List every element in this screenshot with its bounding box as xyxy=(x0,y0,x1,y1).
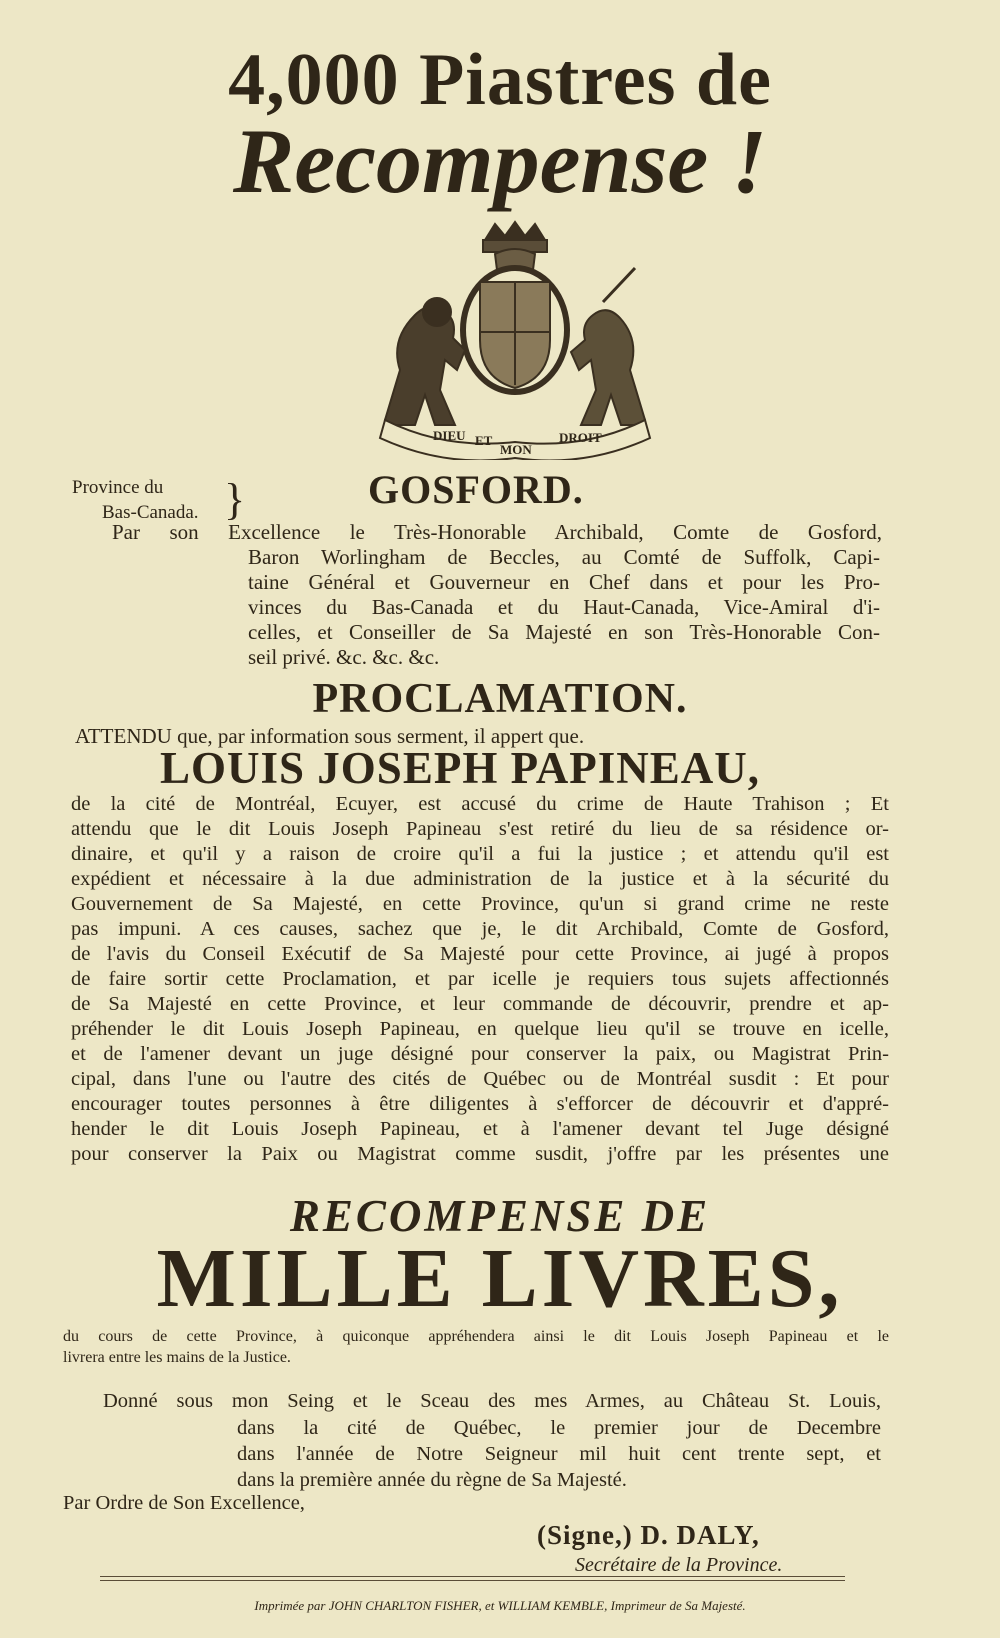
reward-amount: MILLE LIVRES, xyxy=(156,1232,844,1325)
signature: (Signe,) D. DALY, xyxy=(537,1520,760,1550)
body-line: Gouvernement de Sa Majesté, en cette Province, qu'un si grand crime ne reste xyxy=(71,893,889,915)
given-line: dans la première année du règne de Sa Majesté. xyxy=(237,1469,627,1491)
preamble-line: celles, et Conseiller de Sa Majesté en son Très-Honorable Con- xyxy=(248,620,880,644)
province-line: Bas-Canada. xyxy=(102,502,199,523)
motto-word: DROIT xyxy=(559,430,602,445)
body-line: expédient et nécessaire à la due administration de la justice et à la sécurité du xyxy=(71,868,889,890)
royal-coat-of-arms-icon xyxy=(345,220,685,460)
signatory-title: Secrétaire de la Province. xyxy=(575,1554,783,1576)
brace-icon: } xyxy=(224,475,246,524)
attendu-line: ATTENDU que, par information sous serment, il appert que. xyxy=(75,724,585,748)
preamble-line: vinces du Bas-Canada et du Haut-Canada, Vice-Amiral d'i- xyxy=(248,595,880,619)
body-line: de l'avis du Conseil Exécutif de Sa Majesté pour cette Province, ai jugé à propos xyxy=(71,943,889,965)
body-line: de la cité de Montréal, Ecuyer, est accusé du crime de Haute Trahison ; Et xyxy=(71,793,889,815)
province-line: Province du xyxy=(72,477,164,498)
motto-word: ET xyxy=(475,433,493,448)
reward-terms-line: du cours de cette Province, à quiconque appréhendera ainsi le dit Louis Joseph Papineau et le xyxy=(63,1328,889,1345)
preamble-line: seil privé. &c. &c. &c. xyxy=(248,645,440,669)
body-line: hender le dit Louis Joseph Papineau, et à l'amener devant tel Juge désigné xyxy=(71,1118,889,1140)
body-line: pour conserver la Paix ou Magistrat comme susdit, j'offre par les présentes une xyxy=(71,1143,889,1165)
given-line: Donné sous mon Seing et le Sceau des mes Armes, au Château St. Louis, xyxy=(103,1390,881,1412)
reward-heading: RECOMPENSE DE xyxy=(289,1191,711,1241)
by-order-line: Par Ordre de Son Excellence, xyxy=(63,1492,305,1514)
body-line: attendu que le dit Louis Joseph Papineau s'est retiré du lieu de sa résidence or- xyxy=(71,818,889,840)
headline-recompense: Recompense ! xyxy=(232,110,768,212)
preamble-line: Baron Worlingham de Beccles, au Comté de Suffolk, Capi- xyxy=(248,545,880,569)
body-line: de Sa Majesté en cette Province, et leur commande de découvrir, prendre et ap- xyxy=(71,993,889,1015)
province-note xyxy=(72,475,246,525)
proclamation-heading: PROCLAMATION. xyxy=(312,676,688,722)
body-line: et de l'amener devant un juge désigné pour conserver la paix, ou Magistrat Prin- xyxy=(71,1043,889,1065)
governor-name: GOSFORD. xyxy=(368,467,584,512)
body-line: encourager toutes personnes à être diligentes à s'efforcer de découvrir et d'appré- xyxy=(71,1093,889,1115)
body-line: préhender le dit Louis Joseph Papineau, en quelque lieu qu'il se trouve en icelle, xyxy=(71,1018,889,1040)
headline-amount: 4,000 Piastres de xyxy=(228,39,772,121)
reward-terms-line: livrera entre les mains de la Justice. xyxy=(63,1349,291,1366)
body-line: pas impuni. A ces causes, sachez que je, le dit Archibald, Comte de Gosford, xyxy=(71,918,889,940)
printer-imprint: Imprimée par JOHN CHARLTON FISHER, et WILLIAM KEMBLE, Imprimeur de Sa Majesté. xyxy=(254,1598,746,1613)
motto-word: MON xyxy=(500,442,532,457)
given-line: dans la cité de Québec, le premier jour de Decembre xyxy=(237,1417,881,1439)
body-line: dinaire, et qu'il y a raison de croire qu'il a fui la justice ; et attendu qu'il est xyxy=(71,843,889,865)
divider xyxy=(100,1580,845,1581)
body-line: de faire sortir cette Proclamation, et par icelle je requiers tous sujets affectionnés xyxy=(71,968,889,990)
body-line: cipal, dans l'une ou l'autre des cités de Québec ou de Montréal susdit : Et pour xyxy=(71,1068,889,1090)
preamble-line: taine Général et Gouverneur en Chef dans et pour les Pro- xyxy=(248,570,880,594)
motto-word: DIEU xyxy=(433,428,466,443)
given-line: dans l'année de Notre Seigneur mil huit cent trente sept, et xyxy=(237,1443,881,1465)
divider xyxy=(100,1576,845,1577)
preamble-line: Par son Excellence le Très-Honorable Archibald, Comte de Gosford, xyxy=(112,520,882,544)
accused-name: LOUIS JOSEPH PAPINEAU, xyxy=(160,743,760,793)
